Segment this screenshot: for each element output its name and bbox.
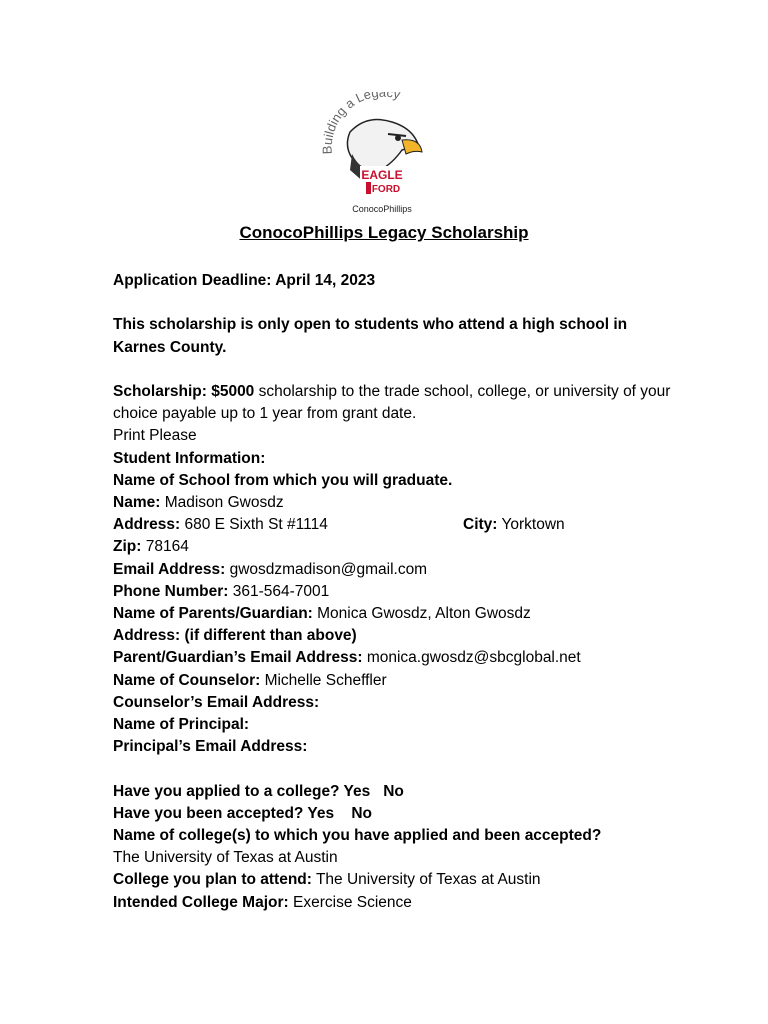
applied-question: Have you applied to a college? Yes No [113, 782, 404, 800]
parent-address-label: Address: (if different than above) [113, 627, 357, 645]
form-body [113, 270, 673, 914]
colleges-question: Name of college(s) to which you have applied and been accepted? [113, 827, 602, 845]
scholarship-description [113, 381, 673, 425]
parents-row [113, 603, 673, 625]
major-value: Exercise Science [293, 893, 412, 911]
address-value: 680 E Sixth St #1114 [184, 516, 328, 534]
principal-email-label: Principal’s Email Address: [113, 738, 308, 756]
plan-label: College you plan to attend: [113, 871, 312, 889]
city-label: City: [463, 516, 498, 534]
parent-email-row [113, 647, 673, 669]
email-value: gwosdzmadison@gmail.com [229, 560, 428, 578]
scholarship-label: Scholarship: [113, 382, 207, 400]
print-please: Print Please [113, 427, 197, 445]
eagle-ford-badge [360, 166, 404, 196]
badge-line1: EAGLE [361, 168, 403, 182]
phone-label: Phone Number: [113, 582, 229, 600]
zip-label: Zip: [113, 538, 142, 556]
name-value: Madison Gwosdz [164, 494, 284, 511]
city-value: Yorktown [501, 516, 565, 534]
accepted-question: Have you been accepted? Yes No [113, 804, 373, 822]
major-row [113, 892, 673, 914]
parent-email-value: monica.gwosdz@sbcglobal.net [366, 649, 581, 667]
school-prompt: Name of School from which you will graduate. [113, 471, 453, 489]
major-label: Intended College Major: [113, 893, 289, 911]
counselor-email-label: Counselor’s Email Address: [113, 693, 320, 711]
phone-row [113, 581, 673, 603]
address-row [113, 514, 673, 536]
address-label: Address: [113, 516, 181, 534]
counselor-value: Michelle Scheffler [264, 671, 387, 689]
logo-company: ConocoPhillips [352, 204, 412, 214]
email-label: Email Address: [113, 560, 226, 578]
counselor-row [113, 670, 673, 692]
name-row [113, 492, 673, 514]
parents-label: Name of Parents/Guardian: [113, 605, 313, 623]
principal-label: Name of Principal: [113, 716, 250, 734]
logo [322, 92, 444, 216]
counselor-label: Name of Counselor: [113, 671, 261, 689]
colleges-answer: The University of Texas at Austin [113, 849, 338, 867]
deadline: Application Deadline: April 14, 2023 [113, 272, 376, 289]
plan-row [113, 869, 673, 891]
email-row [113, 559, 673, 581]
page-title: ConocoPhillips Legacy Scholarship [239, 223, 529, 242]
student-info-heading: Student Information: [113, 449, 266, 467]
zip-row [113, 536, 673, 558]
parents-value: Monica Gwosdz, Alton Gwosdz [317, 605, 531, 623]
logo-arc-textpath: ilding a Legacy [322, 92, 402, 139]
name-label: Name: [113, 494, 161, 511]
scholarship-amount: $5000 [211, 382, 255, 400]
parent-email-label: Parent/Guardian’s Email Address: [113, 649, 363, 667]
badge-line2: FORD [371, 184, 401, 195]
zip-value: 78164 [145, 538, 189, 556]
eagle-ford-logo [322, 92, 444, 216]
scholarship-text: scholarship to the trade school, college, or university of your choice payable up to 1 year from grant date. [113, 382, 671, 423]
city-field [463, 514, 565, 536]
phone-value: 361-564-7001 [232, 582, 330, 600]
plan-value: The University of Texas at Austin [315, 871, 541, 889]
eligibility: This scholarship is only open to students who attend a high school in Karnes County. [113, 316, 628, 356]
